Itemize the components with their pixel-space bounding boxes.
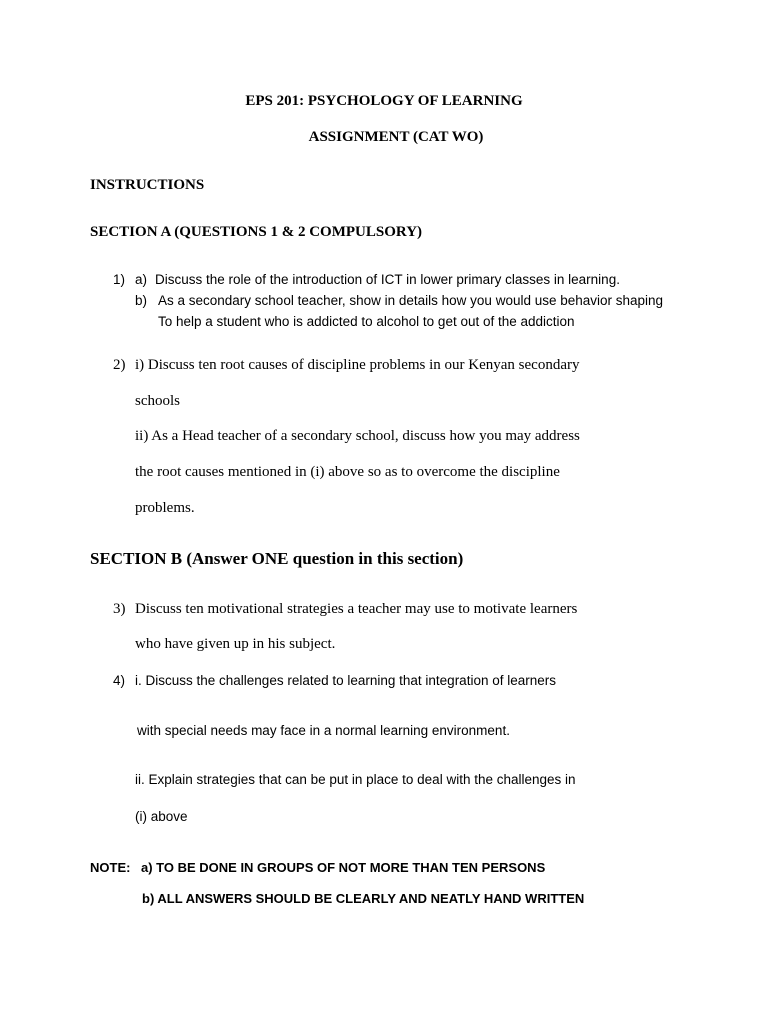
section-a-heading: SECTION A (QUESTIONS 1 & 2 COMPULSORY) (90, 224, 423, 240)
assignment-title: ASSIGNMENT (CAT WO) (308, 129, 484, 145)
q4-i-line2: with special needs may face in a normal learning environment. (137, 723, 510, 738)
q3-number: 3) (113, 601, 126, 617)
q1-b-text-line1: As a secondary school teacher, show in details how you would use behavior shaping (158, 293, 664, 308)
q2-ii-line2: the root causes mentioned in (i) above so as to overcome the discipline (135, 464, 560, 480)
q3-line2: who have given up in his subject. (135, 636, 336, 652)
q2-number: 2) (113, 357, 126, 373)
note-label: NOTE: (90, 860, 131, 875)
q1-number: 1) (113, 272, 126, 287)
note-a: a) TO BE DONE IN GROUPS OF NOT MORE THAN TEN PERSONS (141, 860, 546, 875)
q2-i-line2: schools (135, 393, 180, 409)
q2-ii-line3: problems. (135, 500, 195, 516)
course-title: EPS 201: PSYCHOLOGY OF LEARNING (245, 93, 523, 109)
instructions-heading: INSTRUCTIONS (90, 177, 205, 193)
q2-i-line1: i) Discuss ten root causes of discipline problems in our Kenyan secondary (135, 357, 580, 373)
q1-a-text: Discuss the role of the introduction of ICT in lower primary classes in learning. (155, 272, 620, 287)
q1-a-label: a) (135, 272, 148, 287)
q4-ii-line2: (i) above (135, 809, 188, 824)
q4-number: 4) (113, 673, 126, 688)
q1-b-text-line2: To help a student who is addicted to alcohol to get out of the addiction (158, 314, 575, 329)
section-b-heading: SECTION B (Answer ONE question in this section) (90, 549, 464, 568)
q4-i-line1: i. Discuss the challenges related to learning that integration of learners (135, 673, 556, 688)
note-b: b) ALL ANSWERS SHOULD BE CLEARLY AND NEATLY HAND WRITTEN (142, 891, 585, 906)
q3-line1: Discuss ten motivational strategies a teacher may use to motivate learners (135, 601, 578, 617)
q4-ii-line1: ii. Explain strategies that can be put in place to deal with the challenges in (135, 772, 576, 787)
q2-ii-line1: ii) As a Head teacher of a secondary school, discuss how you may address (135, 428, 580, 444)
q1-b-label: b) (135, 293, 148, 308)
